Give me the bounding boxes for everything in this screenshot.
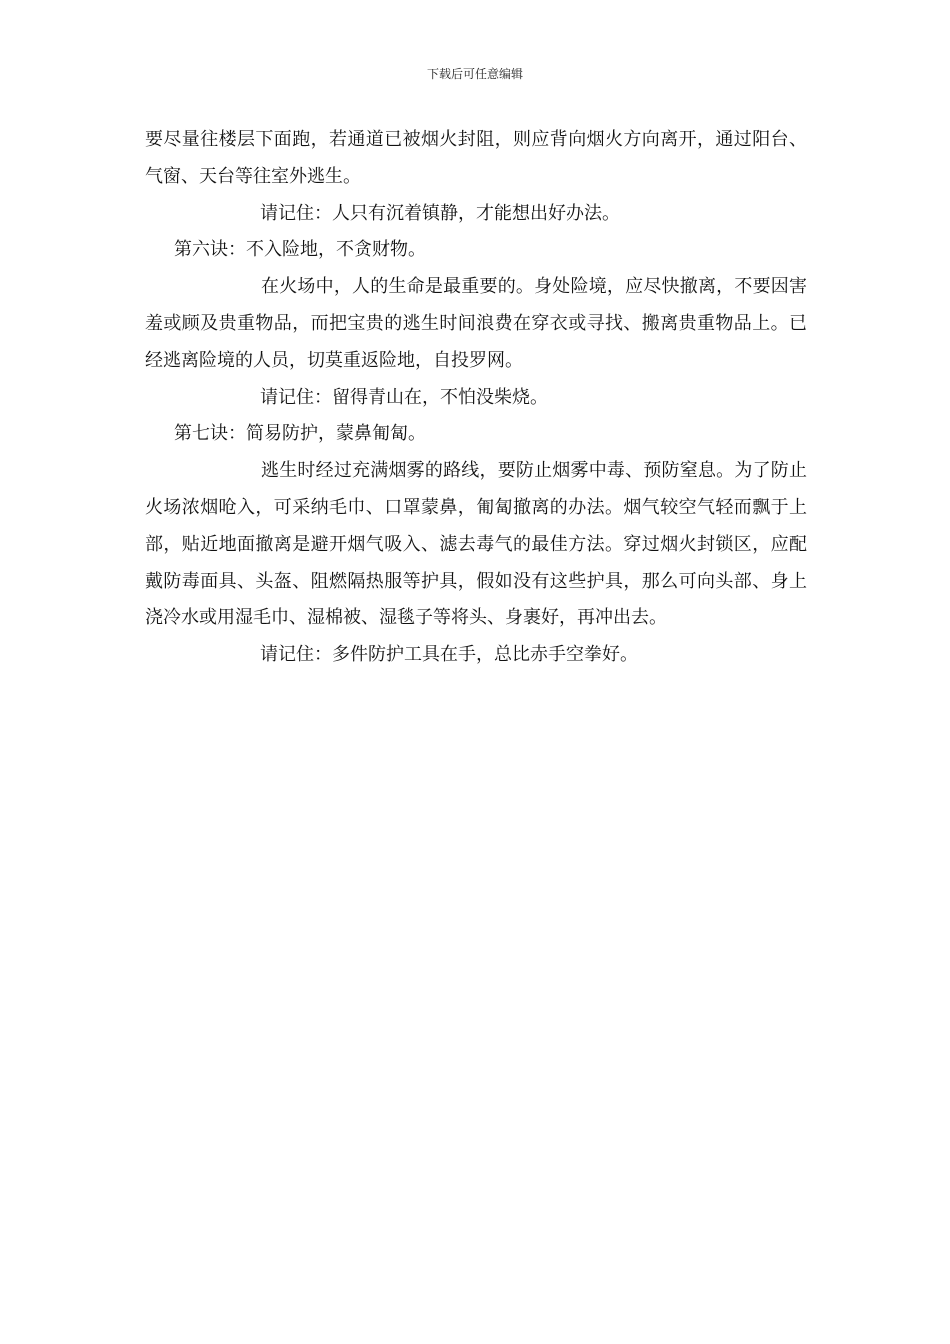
reminder-rule-six: 请记住：留得青山在，不怕没柴烧。	[260, 386, 548, 408]
heading-rule-six: 第六诀：不入险地，不贪财物。	[174, 239, 426, 261]
paragraph-escape-route: 要尽量往楼层下面跑，若通道已被烟火封阻，则应背向烟火方向离开，通过阳台、气窗、天台等往室外逃生。	[145, 129, 807, 187]
reminder-stay-calm: 请记住：人只有沉着镇静，才能想出好办法。	[260, 202, 620, 224]
heading-rule-seven: 第七诀：简易防护，蒙鼻匍匐。	[174, 423, 426, 445]
paragraph-rule-seven: 逃生时经过充满烟雾的路线，要防止烟雾中毒、预防窒息。为了防止火场浓烟呛入，可采纳毛巾、口罩蒙鼻，匍匐撤离的办法。烟气较空气轻而飘于上部，贴近地面撤离是避开烟气吸入、滤去毒气的最佳方法。穿过烟火封锁区，应配戴防毒面具、头盔、阻燃隔热服等护具，假如没有这些护具，那么可向头部、身上浇冷水或用湿毛巾、湿棉被、湿毯子等将头、身裹好，再冲出去。	[145, 460, 807, 629]
paragraph-rule-six: 在火场中，人的生命是最重要的。身处险境，应尽快撤离，不要因害羞或顾及贵重物品，而把宝贵的逃生时间浪费在穿衣或寻找、搬离贵重物品上。已经逃离险境的人员，切莫重返险地，自投罗网。	[145, 276, 807, 371]
page-header: 下载后可任意编辑	[426, 67, 523, 81]
reminder-rule-seven: 请记住：多件防护工具在手，总比赤手空拳好。	[260, 644, 638, 666]
document-body	[145, 122, 807, 674]
